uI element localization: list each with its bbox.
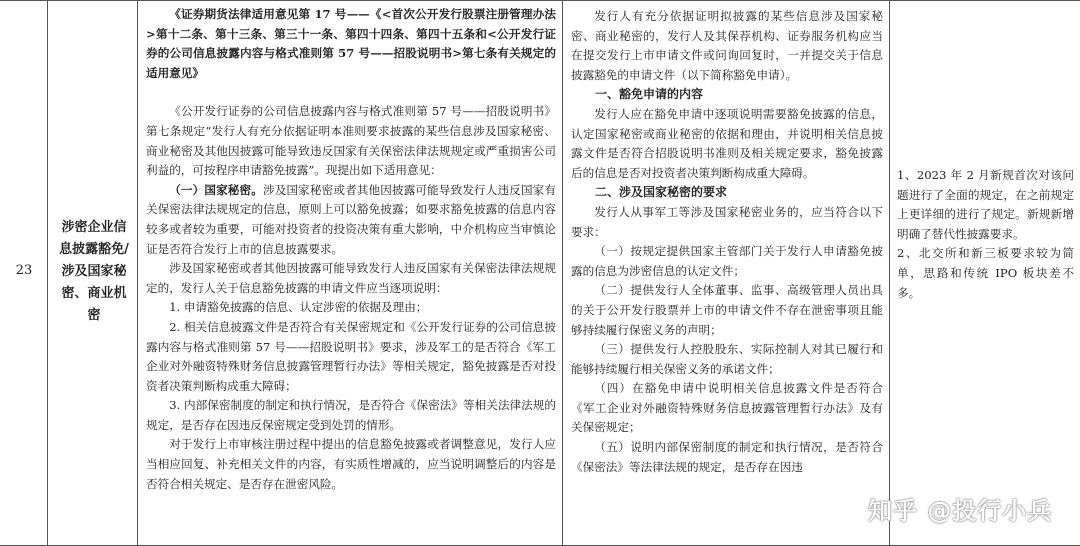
cell-old-rule — [563, 1, 890, 545]
old-rule-item-1: （一）按规定提供国家主管部门关于发行人申请豁免披露的信息为涉密信息的认定文件； — [571, 244, 883, 278]
new-rule-section-1 — [146, 181, 556, 259]
old-rule-heading-1: 一、豁免申请的内容 — [595, 87, 704, 102]
old-rule-item-3: （三）提供发行人控股股东、实际控制人对其已履行和能够持续履行相关保密义务的承诺文件； — [571, 342, 883, 376]
cell-new-rule — [138, 1, 563, 545]
old-rule-heading-2: 二、涉及国家秘密的要求 — [595, 185, 728, 200]
old-rule-item-2: （二）提供发行人全体董事、监事、高级管理人员出具的关于公开发行股票并上市的申请文件不存在泄密事项且能够持续履行保密义务的声明； — [571, 283, 883, 337]
new-rule-intro: 《公开发行证券的公司信息披露内容与格式准则第 57 号——招股说明书》第七条规定“发行人有充分依据证明本准则要求披露的某些信息涉及国家秘密、商业秘密及其他因披露可能导致违反国家有关保密法律法规规定或严重损害公司利益的，可按程序申请豁免披露”。现提出如下适用意见： — [146, 104, 556, 178]
new-rule-para-3: 对于发行上市审核注册过程中提出的信息豁免披露或者调整意见，发行人应当相应回复、补充相关文件的内容，有实质性增减的，应当说明调整后的内容是否符合相关规定、是否存在泄密风险。 — [146, 437, 556, 491]
row-topic: 涉密企业信息披露豁免/涉及国家秘密、商业机密 — [59, 220, 129, 323]
commentary-note-1: 1、2023 年 2 月新规首次对该问题进行了全面的规定，在之前规定上更详细的进行了规定。新规新增明确了替代性披露要求。 — [897, 168, 1074, 241]
old-rule-item-4: （四）在豁免申请中说明相关信息披露文件是否符合《军工企业对外融资特殊财务信息披露管理暂行办法》及有关保密规定； — [571, 381, 883, 435]
cell-commentary — [890, 1, 1080, 545]
new-rule-para-2: 涉及国家秘密或者其他因披露可能导致发行人违反国家有关保密法律法规规定的，发行人关于信息豁免披露的申请文件应当逐项说明： — [146, 261, 556, 295]
watermark: 知乎 @投行小兵 — [868, 497, 1053, 525]
new-rule-item-2: 2. 相关信息披露文件是否符合有关保密规定和《公开发行证券的公司信息披露内容与格式准则第 57 号——招股说明书》要求，涉及军工的是否符合《军工企业对外融资特殊财务信息披露管理暂行办法》等相关规定，豁免披露是否对投资者决策判断构成重大障碍； — [146, 319, 556, 393]
old-rule-para-2: 发行人从事军工等涉及国家秘密业务的，应当符合以下要求： — [571, 204, 883, 239]
old-rule-para-1: 发行人应在豁免申请中逐项说明需要豁免披露的信息，认定国家秘密或商业秘密的依据和理由，并说明相关信息披露文件是否符合招股说明书准则及相关规定要求，豁免披露后的信息是否对投资者决策判断构成重大障碍。 — [571, 106, 883, 180]
section-1-text: 涉及国家秘密或者其他因披露可能导致发行人违反国家有关保密法律法规规定的信息，原则上可以豁免披露；如要求豁免披露的信息内容较多或者较为重要，可能对投资者的投资决策有重大影响，中介机构应当审慎论证是否符合发行上市的信息披露要求。 — [146, 182, 556, 256]
old-rule-intro: 发行人有充分依据证明拟披露的某些信息涉及国家秘密、商业秘密的，发行人及其保荐机构、证券服务机构应当在提交发行上市申请文件或问询回复时，一并提交关于信息披露豁免的申请文件（以下简称豁免申请）。 — [571, 9, 883, 82]
old-rule-item-5: （五）说明内部保密制度的制定和执行情况，是否符合《保密法》等法律法规的规定，是否存在因违 — [571, 440, 883, 474]
cell-number — [0, 1, 48, 545]
row-number: 23 — [15, 263, 33, 278]
new-rule-title: 《证券期货法律适用意见第 17 号——《<首次公开发行股票注册管理办法>第十二条、第十三条、第三十一条、第四十四条、第四十五条和<公开发行证券的公司信息披露内容与格式准则第 57 号——招股说明书>第七条有关规定的适用意见》 — [146, 7, 556, 80]
section-1-label: （一）国家秘密。 — [169, 182, 263, 197]
commentary-note-2: 2、北交所和新三板要求较为简单，思路和传统 IPO 板块差不多。 — [897, 246, 1074, 300]
cell-topic — [48, 1, 138, 545]
new-rule-item-1: 1. 申请豁免披露的信息、认定涉密的依据及理由； — [169, 300, 428, 315]
new-rule-item-3: 3. 内部保密制度的制定和执行情况，是否符合《保密法》等相关法律法规的规定，是否存在因违反保密规定受到处罚的情形。 — [146, 398, 556, 432]
